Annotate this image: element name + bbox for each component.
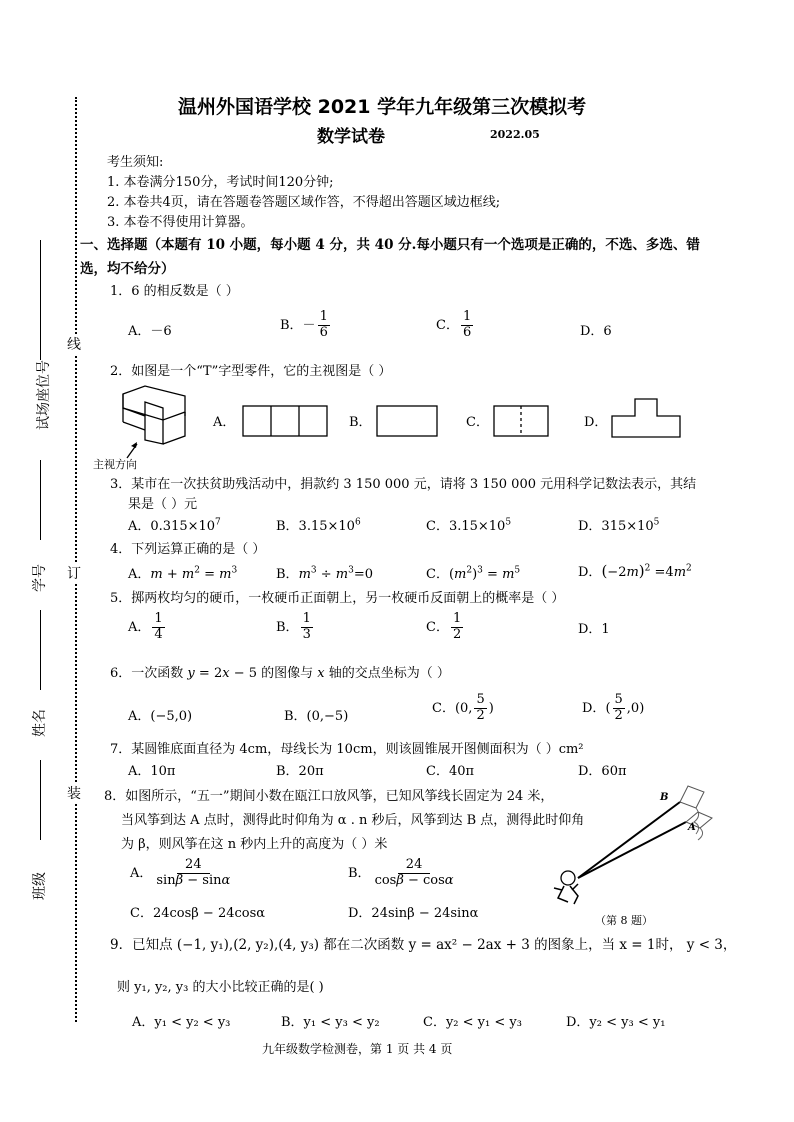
q1-option-d: D．6 <box>580 324 612 339</box>
q6-option-b: B．(0,−5) <box>284 709 349 724</box>
q7-option-d: D．60π <box>578 764 627 779</box>
notice-item-2: 2. 本卷共4页，请在答题卷答题区域作答，不得超出答题区域边框线; <box>107 195 501 210</box>
q8-line3: 为 β，则风筝在这 n 秒内上升的高度为（ ）米 <box>121 837 388 852</box>
q9-line1: 9．已知点 (−1, y₁),(2, y₂),(4, y₃) 都在二次函数 y = ax² − 2ax + 3 的图象上，当 x = 1时， y < 3， <box>110 937 737 953</box>
name-label: 姓名 <box>32 709 48 737</box>
q9-option-d: D．y₂ < y₃ < y₁ <box>566 1015 666 1030</box>
bind-word-xian: 线 <box>67 334 81 354</box>
q3-option-a: A．$0.315\times 10^7$ <box>128 517 221 534</box>
id-underline <box>40 460 41 540</box>
q8-line2: 当风筝到达 A 点时，测得此时仰角为 α . n 秒后，风筝到达 B 点，测得此时仰角 <box>121 813 585 828</box>
q1-option-b: B．－ $\frac{1}{6}$ <box>280 309 328 340</box>
bind-word-zhuang: 装 <box>67 783 81 803</box>
q1-option-a: A．－6 <box>128 324 172 339</box>
binding-dotted-line <box>75 97 77 1022</box>
t-part-3d-figure <box>115 382 195 462</box>
q2-option-c-label: C． <box>466 415 489 430</box>
q3-option-b: B．$3.15\times 10^6$ <box>276 517 361 534</box>
q2-option-d-figure <box>611 398 681 438</box>
q2-option-b-figure <box>376 405 438 437</box>
exam-date: 2022.05 <box>490 128 540 141</box>
notice-item-3: 3. 本卷不得使用计算器。 <box>107 215 254 230</box>
page-footer: 九年级数学检测卷，第 1 页 共 4 页 <box>262 1042 453 1056</box>
q3-option-d: D．$315\times 10^5$ <box>578 517 660 534</box>
q8-option-b: B． $\frac{24}{\cos\beta - \cos\alpha}$ <box>348 857 454 888</box>
section-heading-line1: 一、选择题（本题有 10 小题，每小题 4 分，共 40 分.每小题只有一个选项是正确的，不选、多选、错 <box>80 237 700 253</box>
q9-option-b: B．y₁ < y₃ < y₂ <box>281 1015 380 1030</box>
section-heading-line2: 选，均不给分） <box>80 261 175 277</box>
notice-item-1: 1. 本卷满分150分，考试时间120分钟; <box>107 175 334 190</box>
student-id-label: 学号 <box>32 564 48 592</box>
q2-option-b-label: B． <box>349 415 372 430</box>
q7-option-b: B．20π <box>276 764 324 779</box>
q9-option-c: C．y₂ < y₁ < y₃ <box>423 1015 522 1030</box>
seat-label: 试场座位号 <box>36 360 52 430</box>
q6-option-c: C．(0, $\frac{5}{2}$ ) <box>432 692 494 723</box>
q6-option-d: D．( $\frac{5}{2}$ ,0) <box>582 692 645 723</box>
q4-option-d: D．$(-2m)^2 =4m^2$ <box>578 562 692 580</box>
exam-subtitle: 数学试卷 <box>317 127 385 147</box>
q8-figure-caption: （第 8 题） <box>595 914 653 927</box>
q3-stem-2: 果是（ ）元 <box>128 497 198 512</box>
q3-stem: 3．某市在一次扶贫助残活动中，捐款约 3 150 000 元，请将 3 150 000 元用科学记数法表示，其结 <box>110 477 697 492</box>
q9-option-a: A．y₁ < y₂ < y₃ <box>132 1015 231 1030</box>
q5-stem: 5．掷两枚均匀的硬币，一枚硬币正面朝上，另一枚硬币反面朝上的概率是（ ） <box>110 591 565 606</box>
q5-option-c: C． $\frac{1}{2}$ <box>426 611 462 642</box>
q2-option-c-figure <box>493 405 549 437</box>
bind-word-ding: 订 <box>67 563 81 583</box>
class-underline <box>40 760 41 840</box>
name-underline <box>40 610 41 690</box>
q6-stem: 6．一次函数 y = 2x − 5 的图像与 x 轴的交点坐标为（ ） <box>110 666 450 681</box>
q8-line1: 8．如图所示，“五一”期间小数在瓯江口放风筝，已知风筝线长固定为 24 米， <box>104 789 554 804</box>
q5-option-b: B． $\frac{1}{3}$ <box>276 611 311 642</box>
q1-stem: 1．6 的相反数是（ ） <box>110 284 239 299</box>
q4-stem: 4．下列运算正确的是（ ） <box>110 542 266 557</box>
q7-option-a: A．10π <box>128 764 176 779</box>
q2-option-d-label: D． <box>584 415 608 430</box>
q8-option-c: C．24cosβ − 24cosα <box>130 906 266 921</box>
seat-underline <box>40 240 41 360</box>
view-direction-label: 主视方向 <box>93 458 137 471</box>
q4-option-c: C．$(m^2)^3 = m^5$ <box>426 565 521 582</box>
q8-option-d: D．24sinβ − 24sinα <box>348 906 479 921</box>
q2-option-a-label: A． <box>213 415 236 430</box>
class-label: 班级 <box>32 872 48 900</box>
point-a-label: A <box>688 822 696 833</box>
q8-option-a: A． $\frac{24}{\sin\beta - \sin\alpha}$ <box>130 857 231 888</box>
q5-option-d: D．1 <box>578 622 610 637</box>
q7-option-c: C．40π <box>426 764 475 779</box>
q5-option-a: A． $\frac{1}{4}$ <box>128 611 163 642</box>
q3-option-c: C．$3.15\times 10^5$ <box>426 517 512 534</box>
q7-stem: 7．某圆锥底面直径为 4cm，母线长为 10cm，则该圆锥展开图侧面积为（ ）cm² <box>110 742 584 757</box>
q9-line2: 则 y₁, y₂, y₃ 的大小比较正确的是( ) <box>117 980 324 995</box>
q1-option-c: C． $\frac{1}{6}$ <box>436 309 472 340</box>
notice-heading: 考生须知: <box>107 155 164 170</box>
q4-option-a: A．$m + m^2 = m^3$ <box>128 565 238 582</box>
q2-stem: 2．如图是一个“T”字型零件，它的主视图是（ ） <box>110 364 392 379</box>
q2-option-a-figure <box>242 405 328 437</box>
exam-title: 温州外国语学校 2021 学年九年级第三次模拟考 <box>178 96 587 118</box>
q6-option-a: A．(−5,0) <box>128 709 193 724</box>
kite-figure <box>548 778 724 918</box>
point-b-label: B <box>660 792 669 803</box>
q4-option-b: B．$m^3 \div m^3=0$ <box>276 565 374 582</box>
